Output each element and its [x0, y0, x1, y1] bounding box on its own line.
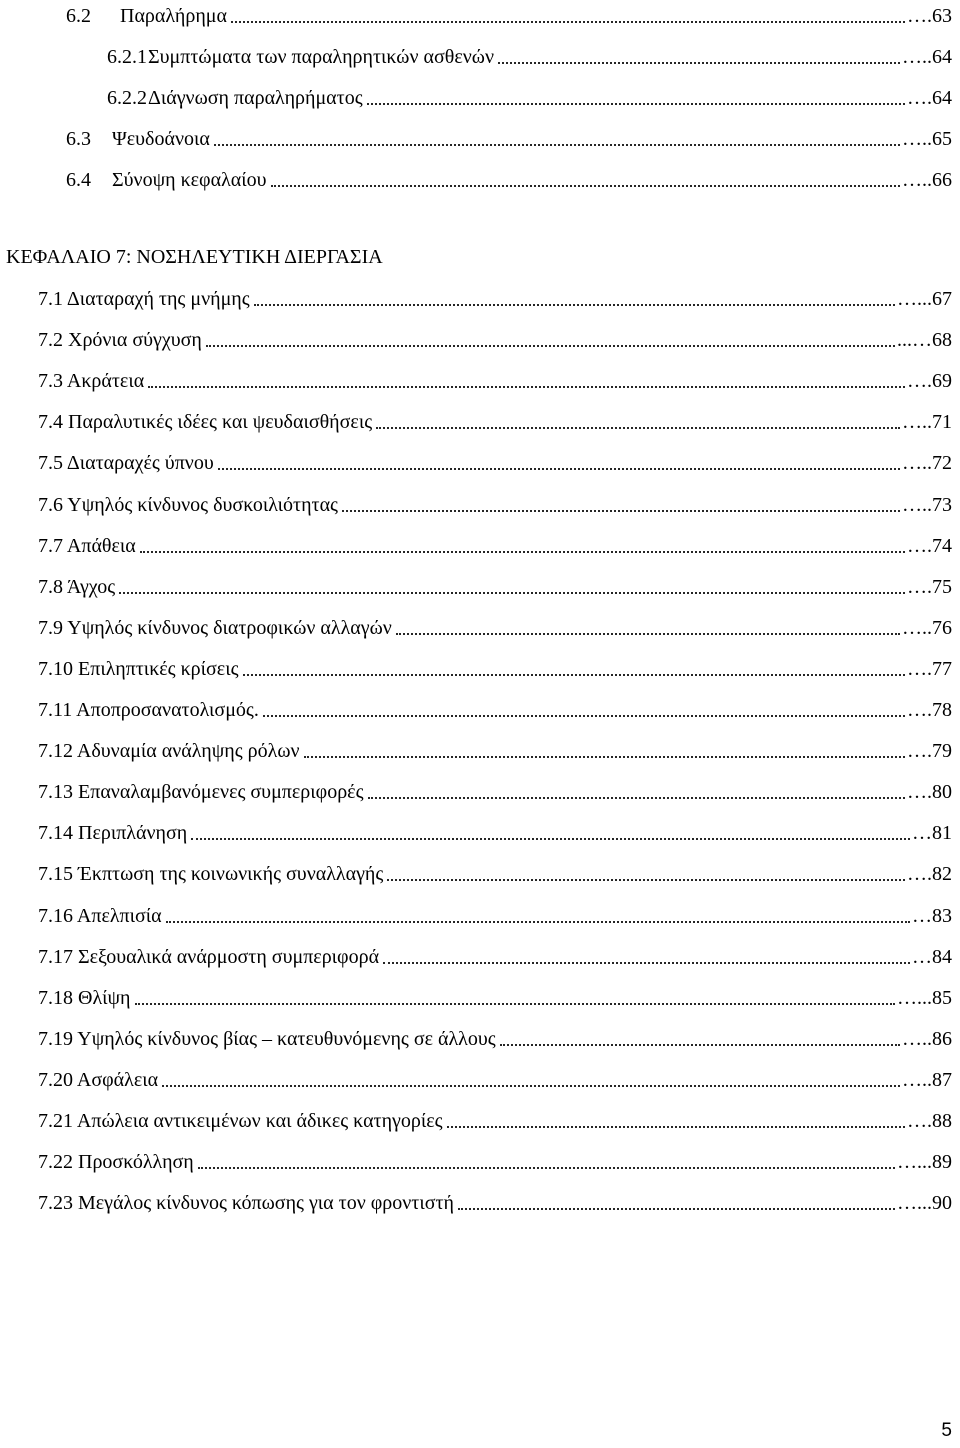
toc-leader-dots — [500, 1044, 900, 1046]
toc-entry-title: Ψευδοάνοια — [112, 128, 210, 150]
toc-entry-title: Διάγνωση παραληρήματος — [148, 87, 363, 109]
toc-entry[interactable] — [0, 1150, 960, 1180]
toc-leader: … — [897, 987, 917, 1009]
toc-entry-title: 7.9 Υψηλός κίνδυνος διατροφικών αλλαγών — [38, 617, 392, 639]
toc-entry-title: 7.3 Ακράτεια — [38, 370, 145, 392]
toc-entry-title: 7.22 Προσκόλληση — [38, 1151, 194, 1173]
toc-page-ref: ..65 — [922, 128, 952, 150]
toc-entry-title: Σύνοψη κεφαλαίου — [112, 169, 267, 191]
toc-entry-title: 7.5 Διαταραχές ύπνου — [38, 452, 214, 474]
toc-page-ref: .88 — [927, 1110, 952, 1132]
toc-leader-dots — [387, 879, 905, 881]
toc-page-ref: ..86 — [922, 1028, 952, 1050]
toc-entry[interactable] — [0, 1109, 960, 1139]
toc-entry-number: 6.2.2 — [107, 87, 147, 109]
toc-leader-dots — [166, 921, 910, 923]
toc-leader: … — [907, 576, 927, 598]
toc-entry-title: Παραλήρημα — [120, 5, 228, 27]
toc-leader-dots — [254, 304, 895, 306]
toc-entry[interactable] — [0, 657, 960, 687]
toc-leader-dots — [119, 592, 905, 594]
toc-leader-dots — [376, 427, 900, 429]
toc-leader-dots — [368, 797, 906, 799]
toc-page-ref: 68 — [932, 329, 952, 351]
toc-entry-number: 6.4 — [66, 169, 91, 191]
toc-leader-dots — [162, 1085, 900, 1087]
toc-page-ref: 81 — [932, 822, 952, 844]
toc-leader: … — [902, 46, 922, 68]
toc-entry[interactable] — [0, 45, 960, 75]
toc-leader-dots — [198, 1167, 895, 1169]
toc-leader-dots — [231, 21, 905, 23]
toc-leader: … — [907, 699, 927, 721]
toc-page-ref: ...90 — [917, 1192, 952, 1214]
toc-page-ref: ..73 — [922, 494, 952, 516]
toc-page-ref: ...89 — [917, 1151, 952, 1173]
toc-entry[interactable] — [0, 410, 960, 440]
toc-leader: … — [907, 781, 927, 803]
toc-leader-dots — [218, 468, 900, 470]
toc-entry-number: 6.3 — [66, 128, 91, 150]
toc-leader: ...… — [897, 329, 932, 351]
toc-entry-title: 7.10 Επιληπτικές κρίσεις — [38, 658, 239, 680]
toc-entry[interactable] — [0, 534, 960, 564]
toc-entry-title: Συμπτώματα των παραληρητικών ασθενών — [148, 46, 494, 68]
toc-entry[interactable] — [0, 575, 960, 605]
toc-leader: … — [902, 1069, 922, 1091]
toc-entry-title: 7.16 Απελπισία — [38, 905, 162, 927]
toc-entry-title: 7.15 Έκπτωση της κοινωνικής συναλλαγής — [38, 863, 384, 885]
toc-leader: … — [897, 1151, 917, 1173]
toc-leader-dots — [498, 62, 900, 64]
toc-entry-title: 7.23 Μεγάλος κίνδυνος κόπωσης για τον φροντιστή — [38, 1192, 455, 1214]
toc-leader: … — [907, 5, 927, 27]
toc-leader-dots — [383, 962, 910, 964]
toc-leader-dots — [214, 144, 900, 146]
toc-entry[interactable] — [0, 739, 960, 769]
toc-leader-dots — [206, 345, 895, 347]
toc-page-ref: .80 — [927, 781, 952, 803]
toc-page-ref: .63 — [927, 5, 952, 27]
page-number: 5 — [941, 1420, 952, 1441]
toc-entry-title: 7.7 Απάθεια — [38, 535, 136, 557]
toc-leader-dots — [148, 386, 905, 388]
toc-entry[interactable] — [0, 4, 960, 34]
toc-entry-title: 7.21 Απώλεια αντικειμένων και άδικες κατηγορίες — [38, 1110, 443, 1132]
toc-leader: … — [907, 535, 927, 557]
toc-entry-title: 7.19 Υψηλός κίνδυνος βίας – κατευθυνόμενης σε άλλους — [38, 1028, 496, 1050]
toc-page-ref: .75 — [927, 576, 952, 598]
toc-entry[interactable] — [0, 493, 960, 523]
toc-entry-title: 7.14 Περιπλάνηση — [38, 822, 188, 844]
toc-entry-title: 7.6 Υψηλός κίνδυνος δυσκοιλιότητας — [38, 494, 338, 516]
toc-entry-title: 7.13 Επαναλαμβανόμενες συμπεριφορές — [38, 781, 364, 803]
toc-leader-dots — [447, 1126, 905, 1128]
toc-page-ref: 83 — [932, 905, 952, 927]
toc-entry-title: 7.1 Διαταραχή της μνήμης — [38, 288, 250, 310]
toc-page-ref: .74 — [927, 535, 952, 557]
toc-page-ref: ..71 — [922, 411, 952, 433]
toc-leader: …. — [907, 370, 932, 392]
toc-leader: … — [912, 822, 932, 844]
toc-page-ref: ..87 — [922, 1069, 952, 1091]
toc-leader-dots — [263, 715, 905, 717]
toc-leader-dots — [243, 674, 905, 676]
toc-leader: … — [912, 905, 932, 927]
toc-page-ref: .82 — [927, 863, 952, 885]
toc-page-ref: ..76 — [922, 617, 952, 639]
toc-page-ref: .78 — [927, 699, 952, 721]
toc-leader: … — [912, 946, 932, 968]
toc-leader: … — [897, 1192, 917, 1214]
toc-leader: … — [902, 494, 922, 516]
toc-page-ref: 69 — [932, 370, 952, 392]
toc-leader-dots — [458, 1208, 895, 1210]
toc-leader: … — [902, 128, 922, 150]
toc-leader-dots — [396, 633, 900, 635]
toc-entry-number: 6.2 — [66, 5, 91, 27]
toc-page-ref: .64 — [927, 87, 952, 109]
toc-entry[interactable] — [0, 127, 960, 157]
toc-leader: … — [902, 452, 922, 474]
toc-entry-title: 7.12 Αδυναμία ανάληψης ρόλων — [38, 740, 300, 762]
toc-leader-dots — [191, 838, 910, 840]
toc-entry-title: 7.20 Ασφάλεια — [38, 1069, 159, 1091]
toc-leader: … — [902, 169, 922, 191]
toc-leader: … — [907, 863, 927, 885]
toc-leader-dots — [135, 1003, 896, 1005]
toc-leader: … — [907, 740, 927, 762]
toc-leader-dots — [367, 103, 905, 105]
toc-entry[interactable] — [0, 945, 960, 975]
toc-entry[interactable] — [0, 904, 960, 934]
toc-entry-title: 7.8 Άγχος — [38, 576, 116, 598]
toc-entry[interactable] — [0, 698, 960, 728]
toc-entry-title: 7.11 Αποπροσανατολισμός. — [38, 699, 259, 721]
toc-page-ref: ..64 — [922, 46, 952, 68]
toc-leader-dots — [140, 551, 905, 553]
toc-entry[interactable] — [0, 821, 960, 851]
chapter-heading: ΚΕΦΑΛΑΙΟ 7: ΝΟΣΗΛΕΥΤΙΚΗ ΔΙΕΡΓΑΣΙΑ — [6, 246, 383, 268]
toc-leader: … — [907, 87, 927, 109]
toc-entry[interactable] — [0, 287, 960, 317]
toc-entry-title: 7.17 Σεξουαλικά ανάρμοστη συμπεριφορά — [38, 946, 380, 968]
toc-leader-dots — [304, 756, 905, 758]
toc-entry[interactable] — [0, 451, 960, 481]
toc-entry-number: 6.2.1 — [107, 46, 147, 68]
toc-entry[interactable] — [0, 168, 960, 198]
toc-entry[interactable] — [0, 369, 960, 399]
toc-leader: … — [902, 1028, 922, 1050]
toc-entry[interactable] — [0, 328, 960, 358]
toc-page-ref: ...85 — [917, 987, 952, 1009]
toc-leader: … — [902, 411, 922, 433]
toc-entry-title: 7.4 Παραλυτικές ιδέες και ψευδαισθήσεις — [38, 411, 373, 433]
toc-entry[interactable] — [0, 1191, 960, 1221]
toc-entry[interactable] — [0, 86, 960, 116]
toc-entry[interactable] — [0, 780, 960, 810]
toc-leader: … — [907, 1110, 927, 1132]
toc-page-ref: ...67 — [917, 288, 952, 310]
toc-leader-dots — [342, 510, 900, 512]
toc-entry[interactable] — [0, 1068, 960, 1098]
toc-entry[interactable] — [0, 986, 960, 1016]
toc-page-ref: ..72 — [922, 452, 952, 474]
toc-entry-title: 7.18 Θλίψη — [38, 987, 131, 1009]
toc-page-ref: ..66 — [922, 169, 952, 191]
toc-entry[interactable] — [0, 862, 960, 892]
toc-entry-title: 7.2 Χρόνια σύγχυση — [38, 329, 202, 351]
toc-leader: … — [902, 617, 922, 639]
toc-leader: … — [897, 288, 917, 310]
toc-page-ref: .79 — [927, 740, 952, 762]
toc-leader-dots — [271, 185, 900, 187]
toc-entry[interactable] — [0, 616, 960, 646]
toc-page-ref: 84 — [932, 946, 952, 968]
toc-leader: … — [907, 658, 927, 680]
toc-page-ref: .77 — [927, 658, 952, 680]
toc-entry[interactable] — [0, 1027, 960, 1057]
